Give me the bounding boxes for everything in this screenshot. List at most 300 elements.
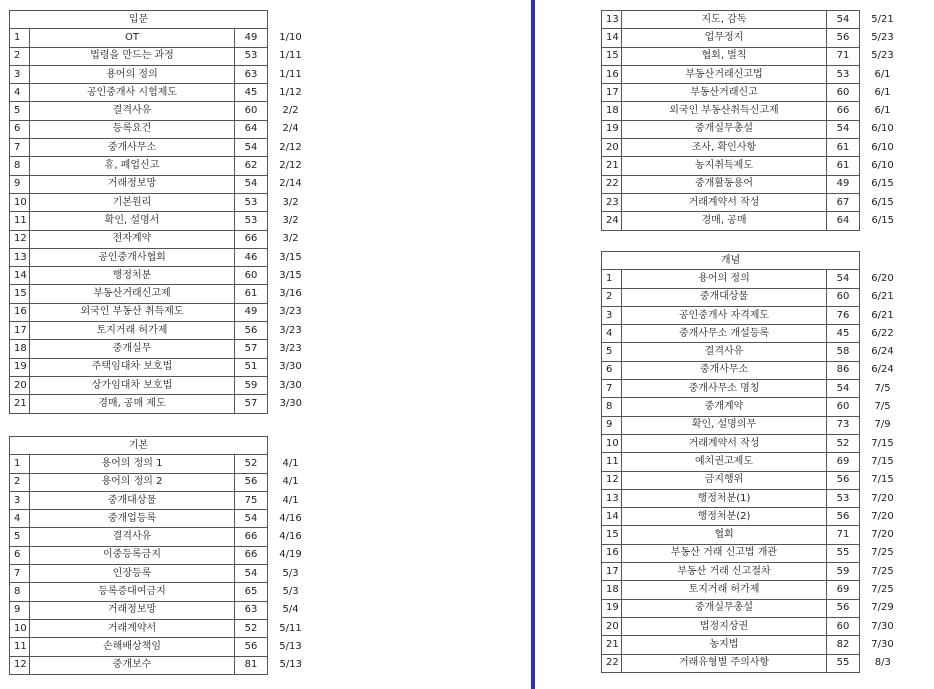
lecture-length: 52 [235,619,268,637]
lecture-length: 49 [235,303,268,321]
lecture-length: 66 [235,528,268,546]
lecture-number: 14 [10,267,30,285]
table-row [602,434,906,452]
lecture-title: 공인중개사 시험제도 [30,84,235,102]
lecture-date: 3/23 [279,306,302,318]
lecture-number: 17 [10,322,30,340]
lecture-title: 부동산거래신고 [622,84,827,102]
lecture-title: 중개활동용어 [622,175,827,193]
table-row [10,212,314,230]
lecture-number: 9 [10,175,30,193]
lecture-number: 9 [602,416,622,434]
lecture-date: 3/16 [279,288,302,300]
lecture-number: 19 [602,599,622,617]
lecture-number: 16 [10,303,30,321]
table-row [10,120,314,138]
table-row [602,139,906,157]
lecture-title: 부동산 거래 신고절차 [622,563,827,581]
lecture-length: 57 [235,395,268,413]
table-row [602,47,906,65]
table-row [602,343,906,361]
lecture-number: 21 [602,157,622,175]
lecture-date: 7/5 [874,401,891,413]
lecture-date: 7/15 [871,474,894,486]
lecture-table-intro [9,10,314,414]
lecture-length: 59 [827,563,860,581]
lecture-title: 지도, 감독 [622,11,827,29]
lecture-number: 15 [602,47,622,65]
lecture-date: 2/14 [279,178,302,190]
table-row [602,212,906,230]
header-spacer [860,252,906,270]
lecture-title: 경매, 공매 [622,212,827,230]
table-section-title: 기본 [10,437,268,455]
lecture-date: 6/24 [871,346,894,358]
lecture-number: 18 [602,581,622,599]
lecture-title: 확인, 설명서 [30,212,235,230]
lecture-number: 1 [10,29,30,47]
lecture-date: 1/12 [279,86,302,98]
lecture-title: 중개대상물 [622,288,827,306]
table-section-title: 입문 [10,11,268,29]
table-row [10,528,314,546]
lecture-title: 중개사무소 [622,361,827,379]
table-row [602,617,906,635]
lecture-length: 61 [827,157,860,175]
lecture-title: 중개실무 [30,340,235,358]
lecture-date: 1/11 [279,68,302,80]
lecture-number: 11 [10,212,30,230]
lecture-date: 7/20 [871,510,894,522]
lecture-length: 56 [235,322,268,340]
lecture-length: 73 [827,416,860,434]
lecture-length: 56 [235,473,268,491]
lecture-title: 중개사무소 명칭 [622,380,827,398]
lecture-title: 기본원리 [30,193,235,211]
lecture-date: 6/15 [871,178,894,190]
table-row [602,325,906,343]
lecture-date: 6/1 [874,105,891,117]
lecture-number: 20 [602,139,622,157]
lecture-number: 3 [602,306,622,324]
lecture-date: 7/15 [871,437,894,449]
lecture-table [601,251,906,673]
table-row [602,581,906,599]
lecture-number: 8 [10,157,30,175]
lecture-title: 법령을 만드는 과정 [30,47,235,65]
lecture-title: 결격사유 [30,102,235,120]
lecture-number: 10 [602,434,622,452]
table-row [10,376,314,394]
lecture-date: 5/13 [279,640,302,652]
lecture-title: 용어의 정의 [622,270,827,288]
lecture-number: 3 [10,65,30,83]
table-row [602,471,906,489]
table-row [602,544,906,562]
lecture-date: 6/10 [871,160,894,172]
lecture-date: 6/22 [871,327,894,339]
table-row [10,175,314,193]
lecture-title: 금지행위 [622,471,827,489]
lecture-date: 6/10 [871,123,894,135]
lecture-date: 3/30 [279,379,302,391]
table-row [10,455,314,473]
lecture-number: 18 [602,102,622,120]
table-row [10,65,314,83]
lecture-number: 11 [10,638,30,656]
lecture-length: 66 [235,546,268,564]
lecture-date: 3/15 [279,251,302,263]
lecture-length: 53 [235,47,268,65]
lecture-number: 2 [602,288,622,306]
lecture-date: 3/30 [279,397,303,409]
lecture-number: 15 [602,526,622,544]
table-row [10,285,314,303]
lecture-title: 손해배상책임 [30,638,235,656]
lecture-title: 중개사무소 개설등록 [622,325,827,343]
table-row [602,526,906,544]
lecture-date: 6/10 [871,141,894,153]
lecture-number: 7 [10,139,30,157]
lecture-date: 7/29 [871,602,894,614]
lecture-title: 공인중개사협회 [30,248,235,266]
lecture-title: 결격사유 [622,343,827,361]
lecture-date: 5/23 [871,31,894,43]
lecture-title: 거래계약서 작성 [622,434,827,452]
lecture-length: 53 [827,489,860,507]
lecture-length: 52 [827,434,860,452]
lecture-length: 86 [827,361,860,379]
table-row [10,248,314,266]
lecture-date: 7/20 [871,529,894,541]
lecture-title: 부동산 거래 신고법 개관 [622,544,827,562]
table-row [10,358,314,376]
lecture-number: 15 [10,285,30,303]
lecture-table [601,10,906,231]
table-row [10,230,314,248]
lecture-length: 62 [235,157,268,175]
lecture-number: 2 [10,47,30,65]
lecture-date: 1/10 [279,31,302,43]
lecture-date: 6/21 [871,309,894,321]
lecture-title: 조사, 확인사항 [622,139,827,157]
table-row [10,47,314,65]
table-row [10,157,314,175]
lecture-date: 3/2 [282,214,299,226]
lecture-title: 주택임대차 보호법 [30,358,235,376]
lecture-title: 행정처분(1) [622,489,827,507]
lecture-date: 2/12 [279,160,302,172]
lecture-length: 54 [235,175,268,193]
lecture-date: 4/1 [282,476,299,488]
table-row [602,380,906,398]
lecture-title: 등록요건 [30,120,235,138]
lecture-length: 76 [827,306,860,324]
lecture-number: 24 [602,212,622,230]
header-spacer [268,11,314,29]
table-row [602,416,906,434]
lecture-number: 20 [10,376,30,394]
table-row [10,340,314,358]
lecture-number: 21 [602,636,622,654]
lecture-number: 3 [10,491,30,509]
lecture-number: 4 [602,325,622,343]
lecture-date: 6/15 [871,214,894,226]
lecture-number: 18 [10,340,30,358]
lecture-number: 5 [10,102,30,120]
lecture-title: 용어의 정의 [30,65,235,83]
lecture-number: 14 [602,29,622,47]
table-row [10,491,314,509]
lecture-date: 7/9 [874,419,891,431]
lecture-length: 56 [235,638,268,656]
lecture-title: 토지거래 허가제 [622,581,827,599]
table-row [602,11,906,29]
lecture-date: 1/11 [279,50,302,62]
lecture-length: 54 [235,139,268,157]
table-row [10,267,314,285]
lecture-date: 3/15 [279,269,302,281]
lecture-number: 9 [10,601,30,619]
lecture-title: 중개실무총설 [622,599,827,617]
lecture-title: 중개업등록 [30,510,235,528]
lecture-number: 7 [10,565,30,583]
lecture-length: 69 [827,453,860,471]
lecture-length: 71 [827,47,860,65]
table-row [10,583,314,601]
lecture-title: 휴, 폐업신고 [30,157,235,175]
lecture-number: 22 [602,654,622,672]
table-row [10,395,314,413]
lecture-number: 16 [602,544,622,562]
lecture-date: 7/30 [871,620,894,632]
lecture-date: 6/24 [871,364,894,376]
table-row [602,120,906,138]
table-row [602,306,906,324]
lecture-length: 58 [827,343,860,361]
lecture-date: 6/20 [871,272,894,284]
table-row [602,489,906,507]
lecture-title: 농지취득제도 [622,157,827,175]
lecture-date: 4/16 [279,512,302,524]
lecture-number: 19 [10,358,30,376]
table-row [602,563,906,581]
lecture-table [9,436,314,675]
lecture-number: 17 [602,563,622,581]
table-row [602,599,906,617]
lecture-date: 5/13 [279,659,303,671]
lecture-number: 12 [10,656,30,674]
lecture-title: 용어의 정의 1 [30,455,235,473]
lecture-length: 60 [235,267,268,285]
lecture-title: 거래유형별 주의사항 [622,654,827,672]
lecture-title: 예치권고제도 [622,453,827,471]
lecture-title: 중개보수 [30,656,235,674]
lecture-length: 54 [827,11,860,29]
lecture-title: 협회, 벌칙 [622,47,827,65]
lecture-title: 부동산거래신고법 [622,65,827,83]
lecture-title: 협회 [622,526,827,544]
table-row [10,619,314,637]
lecture-date: 6/15 [871,196,894,208]
lecture-title: 거래정보망 [30,601,235,619]
table-row [602,270,906,288]
lecture-table-concept [601,251,906,673]
lecture-date: 2/2 [282,105,299,117]
lecture-date: 4/19 [279,549,302,561]
lecture-date: 3/23 [279,324,302,336]
lecture-title: 중개사무소 [30,139,235,157]
lecture-date: 5/4 [282,604,299,616]
lecture-length: 75 [235,491,268,509]
page-divider [531,0,535,689]
lecture-title: 거래계약서 [30,619,235,637]
lecture-date: 2/12 [279,141,302,153]
lecture-length: 53 [235,212,268,230]
lecture-length: 60 [827,398,860,416]
lecture-date: 3/2 [282,233,299,245]
lecture-length: 60 [235,102,268,120]
table-row [602,175,906,193]
lecture-date: 4/16 [279,531,302,543]
lecture-title: 결격사유 [30,528,235,546]
lecture-date: 5/11 [279,622,302,634]
lecture-number: 1 [10,455,30,473]
lecture-length: 45 [235,84,268,102]
table-row [602,636,906,654]
lecture-length: 55 [827,654,860,672]
lecture-length: 56 [827,508,860,526]
table-row [602,453,906,471]
table-row [10,322,314,340]
lecture-title: 경매, 공매 제도 [30,395,235,413]
lecture-number: 8 [10,583,30,601]
lecture-table [9,10,314,414]
lecture-length: 56 [827,471,860,489]
lecture-number: 17 [602,84,622,102]
lecture-length: 56 [827,599,860,617]
lecture-length: 81 [235,656,268,674]
table-row [10,546,314,564]
lecture-title: 거래정보망 [30,175,235,193]
lecture-date: 2/4 [282,123,299,135]
lecture-date: 7/15 [871,455,894,467]
lecture-number: 8 [602,398,622,416]
table-row [602,102,906,120]
lecture-title: 법정지상권 [622,617,827,635]
lecture-length: 63 [235,65,268,83]
lecture-title: 업무정지 [622,29,827,47]
header-spacer [268,437,314,455]
lecture-length: 61 [235,285,268,303]
lecture-title: 중개대상물 [30,491,235,509]
lecture-length: 61 [827,139,860,157]
lecture-date: 5/21 [871,13,894,25]
lecture-date: 3/23 [279,342,302,354]
lecture-length: 49 [827,175,860,193]
lecture-number: 6 [10,546,30,564]
lecture-length: 49 [235,29,268,47]
lecture-length: 66 [827,102,860,120]
lecture-title: 공인중개사 자격제도 [622,306,827,324]
lecture-number: 4 [10,84,30,102]
lecture-title: 외국인 부동산취득신고제 [622,102,827,120]
lecture-date: 5/3 [282,586,299,598]
table-row [10,638,314,656]
lecture-length: 46 [235,248,268,266]
lecture-title: 농지법 [622,636,827,654]
lecture-title: OT [30,29,235,47]
lecture-date: 6/1 [874,68,891,80]
lecture-date: 7/25 [871,547,894,559]
lecture-number: 10 [10,193,30,211]
lecture-number: 5 [10,528,30,546]
lecture-length: 53 [235,193,268,211]
table-row [10,656,314,674]
lecture-length: 52 [235,455,268,473]
lecture-number: 13 [10,248,30,266]
lecture-length: 54 [827,120,860,138]
lecture-length: 60 [827,617,860,635]
lecture-title: 상가임대차 보호법 [30,376,235,394]
lecture-number: 12 [10,230,30,248]
lecture-title: 이중등록금지 [30,546,235,564]
table-row [602,193,906,211]
table-header-row [602,252,906,270]
lecture-title: 중개계약 [622,398,827,416]
lecture-date: 6/21 [871,291,894,303]
table-row [10,84,314,102]
lecture-title: 토지거래 허가제 [30,322,235,340]
lecture-date: 6/1 [874,86,891,98]
lecture-date: 3/30 [279,361,302,373]
lecture-length: 65 [235,583,268,601]
table-row [10,139,314,157]
table-section-title: 개념 [602,252,860,270]
lecture-title: 행정처분(2) [622,508,827,526]
lecture-date: 5/23 [871,50,894,62]
table-row [602,398,906,416]
table-row [10,29,314,47]
table-row [10,473,314,491]
lecture-length: 59 [235,376,268,394]
table-row [10,193,314,211]
lecture-title: 확인, 설명의무 [622,416,827,434]
lecture-number: 16 [602,65,622,83]
lecture-length: 60 [827,288,860,306]
table-row [10,565,314,583]
lecture-length: 53 [827,65,860,83]
lecture-number: 21 [10,395,30,413]
lecture-length: 66 [235,230,268,248]
lecture-number: 23 [602,193,622,211]
lecture-number: 14 [602,508,622,526]
table-row [10,102,314,120]
table-row [10,601,314,619]
table-row [10,303,314,321]
lecture-date: 7/25 [871,565,894,577]
lecture-date: 7/30 [871,638,894,650]
table-header-row [10,437,314,455]
table-row [602,29,906,47]
lecture-table-basic [9,436,314,675]
lecture-length: 45 [827,325,860,343]
table-row [602,288,906,306]
lecture-length: 67 [827,193,860,211]
lecture-number: 5 [602,343,622,361]
lecture-number: 6 [602,361,622,379]
lecture-date: 3/2 [282,196,299,208]
